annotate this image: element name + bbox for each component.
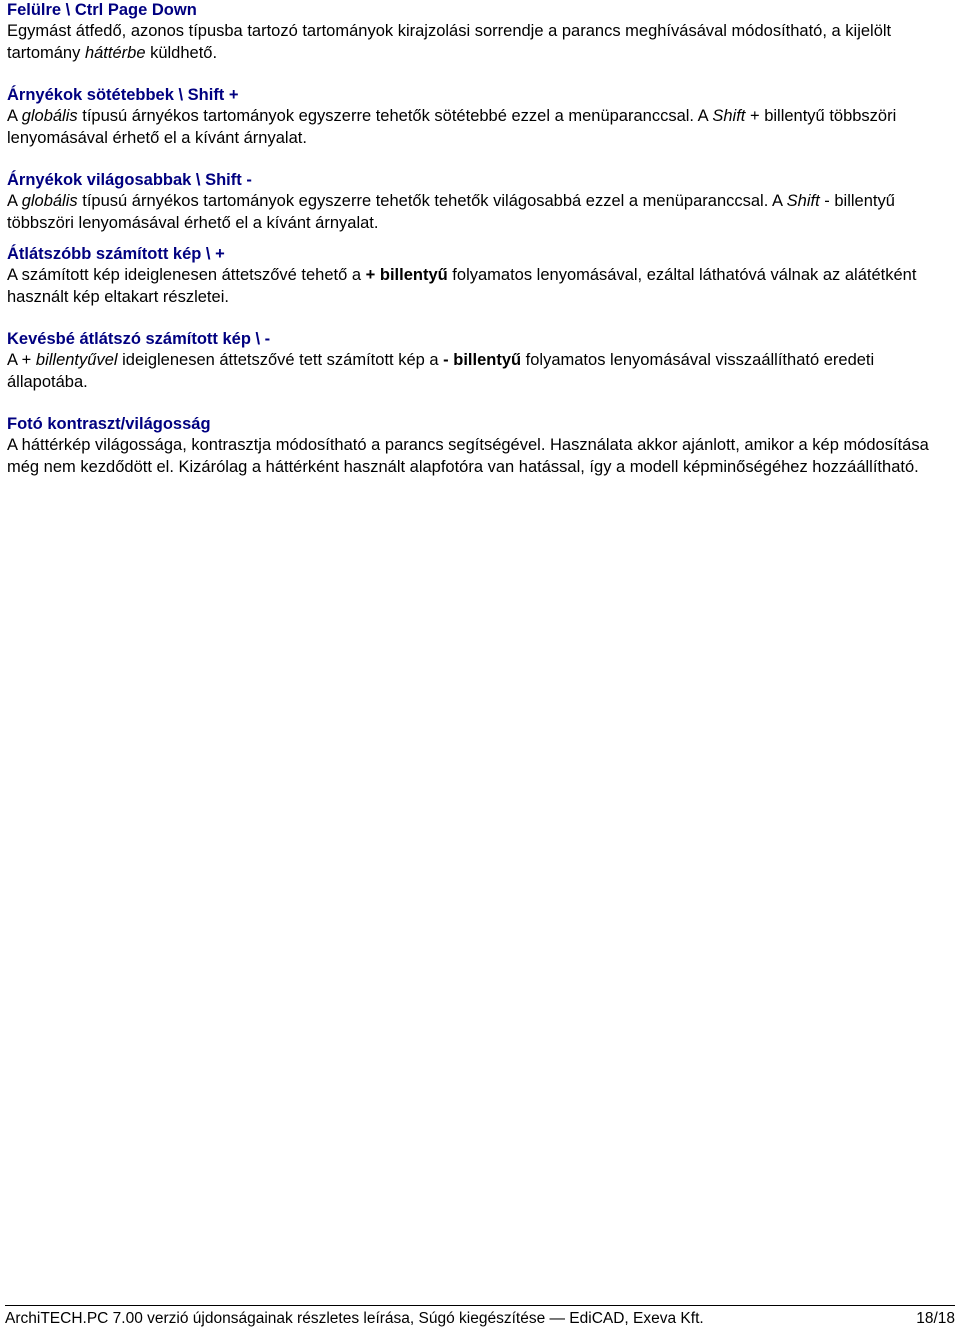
- bold-term: - billentyű: [443, 351, 522, 369]
- text-run: folyamatos lenyomásával visszaállítható eredeti állapotába.: [7, 351, 875, 391]
- italic-term: globális: [21, 192, 78, 210]
- section-body: [7, 435, 953, 478]
- text-run: + billentyű többszöri lenyomásával érhető el a kívánt árnyalat.: [7, 107, 897, 147]
- section-heading: Átlátszóbb számított kép \ +: [7, 245, 225, 263]
- text-run: küldhető.: [145, 43, 218, 62]
- section-heading: Kevésbé átlátszó számított kép \ -: [7, 330, 271, 348]
- italic-term: Shift: [712, 107, 746, 125]
- section-body: [7, 21, 953, 64]
- text-run: ideiglenesen áttetszővé tett számított kép a: [117, 351, 444, 369]
- section-heading: Fotó kontraszt/világosság: [7, 415, 211, 433]
- italic-term: Shift: [786, 192, 820, 210]
- document-page: [7, 0, 953, 478]
- footer-title: ArchiTECH.PC 7.00 verzió újdonságainak részletes leírása, Súgó kiegészítése ― EdiCAD, Exeva Kft.: [5, 1310, 704, 1327]
- text-run: - billentyű többszöri lenyomásával érhető el a kívánt árnyalat.: [7, 192, 895, 232]
- text-run: folyamatos lenyomásával, ezáltal láthatóvá válnak az alátétként használt kép eltakart részletei.: [7, 266, 917, 306]
- text-run: típusú árnyékos tartományok egyszerre tehetők tehetők világosabbá ezzel a menüparanccsal. A: [77, 192, 787, 210]
- section-heading: Árnyékok sötétebbek \ Shift +: [7, 86, 239, 104]
- section-atlatszobb: [7, 244, 953, 308]
- italic-term: háttérbe: [84, 43, 146, 62]
- italic-term: globális: [21, 107, 78, 125]
- section-body: [7, 265, 953, 308]
- text-run: típusú árnyékos tartományok egyszerre tehetők sötétebbé ezzel a menüparanccsal. A: [77, 107, 713, 125]
- page-number: 18/18: [916, 1310, 955, 1327]
- italic-term: billentyűvel: [35, 351, 118, 369]
- section-body: [7, 350, 953, 393]
- text-run: A +: [7, 351, 36, 369]
- section-felulre: [7, 0, 953, 64]
- bold-term: + billentyű: [365, 266, 448, 284]
- section-body: [7, 191, 953, 234]
- section-arnyekok-vilagosabbak: [7, 170, 953, 234]
- section-arnyekok-sotetebbek: [7, 85, 953, 149]
- section-body: [7, 106, 953, 149]
- page-footer: [5, 1305, 955, 1329]
- text-run: Egymást átfedő, azonos típusba tartozó tartományok kirajzolási sorrendje a parancs meghívásával módosítható, a kijelölt tartomány: [7, 22, 892, 62]
- section-kevesbe-atlatszo: [7, 329, 953, 393]
- section-heading: Árnyékok világosabbak \ Shift -: [7, 171, 252, 189]
- text-run: A: [7, 192, 22, 210]
- text-run: A háttérkép világossága, kontrasztja módosítható a parancs segítségével. Használata akkor ajánlott, amikor a kép módosítása még nem kezdődött el. Kizárólag a háttérként használt alapfotóra van hatással, így a modell képminőségéhez hozzáállítható.: [7, 436, 929, 476]
- section-heading: Felülre \ Ctrl Page Down: [7, 1, 197, 19]
- text-run: A: [7, 107, 22, 125]
- section-foto-kontraszt: [7, 414, 953, 478]
- text-run: A számított kép ideiglenesen áttetszővé tehető a: [7, 266, 366, 284]
